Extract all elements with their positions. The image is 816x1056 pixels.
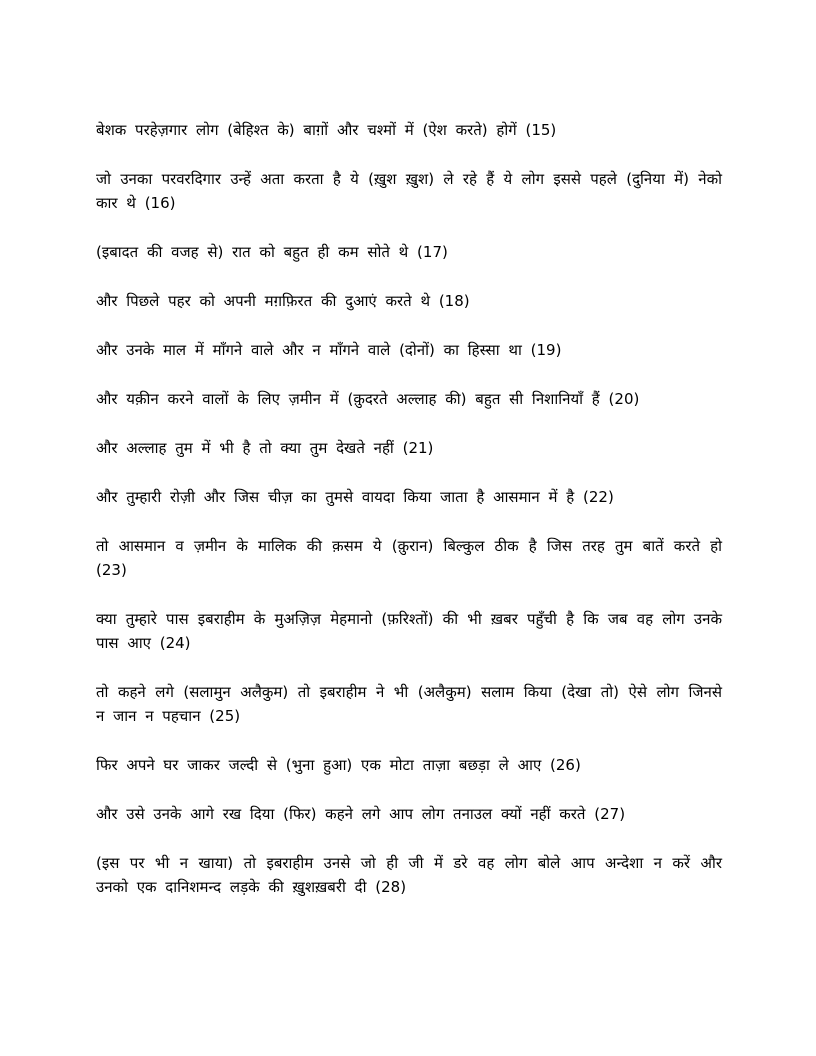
- verse-24: [96, 607, 722, 655]
- verse-text: (इस पर भी न खाया) तो इबराहीम उनसे जो ही जी में डरे वह लोग बोले आप अन्देशा न करें और उनको एक दानिशमन्द लड़के की ख़ुशख़बरी दी: [96, 854, 722, 896]
- verse-number: (27): [594, 805, 626, 823]
- verse-23: [96, 534, 722, 582]
- verse-text: और पिछले पहर को अपनी मग़फ़िरत की दुआएं करते थे: [96, 292, 431, 310]
- verse-number: (23): [96, 561, 127, 579]
- verse-number: (21): [402, 439, 434, 457]
- verse-22: [96, 485, 722, 509]
- verse-text: तो आसमान व ज़मीन के मालिक की क़सम ये (क़ुरान) बिल्कुल ठीक है जिस तरह तुम बातें करते हो: [96, 537, 722, 555]
- verse-text: (इबादत की वजह से) रात को बहुत ही कम सोते थे: [96, 243, 409, 261]
- verse-19: [96, 338, 722, 362]
- verse-18: [96, 289, 722, 313]
- verse-16: [96, 167, 722, 215]
- verse-text: बेशक परहेज़गार लोग (बेहिश्त के) बाग़ों और चश्मों में (ऐश करते) होगें: [96, 121, 517, 139]
- verse-number: (24): [159, 634, 191, 652]
- verse-text: फिर अपने घर जाकर जल्दी से (भुना हुआ) एक मोटा ताज़ा बछड़ा ले आए: [96, 756, 542, 774]
- verse-text: और तुम्हारी रोज़ी और जिस चीज़ का तुमसे वायदा किया जाता है आसमान में है: [96, 488, 575, 506]
- verse-25: [96, 680, 722, 728]
- verse-27: [96, 802, 722, 826]
- verse-21: [96, 436, 722, 460]
- verse-text: और उसे उनके आगे रख दिया (फिर) कहने लगे आप लोग तनाउल क्यों नहीं करते: [96, 805, 586, 823]
- verse-text: और अल्लाह तुम में भी है तो क्या तुम देखते नहीं: [96, 439, 394, 457]
- verse-number: (17): [417, 243, 448, 261]
- verse-list: [96, 118, 722, 924]
- verse-28: [96, 851, 722, 899]
- verse-20: [96, 387, 722, 411]
- verse-number: (19): [530, 341, 562, 359]
- verse-number: (22): [583, 488, 614, 506]
- verse-text: और उनके माल में माँगने वाले और न माँगने वाले (दोनों) का हिस्सा था: [96, 341, 522, 359]
- verse-15: [96, 118, 722, 142]
- verse-number: (15): [525, 121, 557, 139]
- verse-number: (18): [438, 292, 470, 310]
- verse-text: क्या तुम्हारे पास इबराहीम के मुअज़िज़ मेहमानो (फ़रिश्तों) की भी ख़बर पहुँची है कि जब वह लोग उनके पास आए: [96, 610, 722, 652]
- verse-text: तो कहने लगे (सलामुन अलैकुम) तो इबराहीम ने भी (अलैकुम) सलाम किया (देखा तो) ऐसे लोग जिनसे न जान न पहचान: [96, 683, 722, 725]
- verse-number: (20): [608, 390, 640, 408]
- verse-number: (26): [550, 756, 581, 774]
- verse-number: (25): [209, 707, 241, 725]
- verse-text: जो उनका परवरदिगार उन्हें अता करता है ये (ख़ुश ख़ुश) ले रहे हैं ये लोग इससे पहले (दुनिया में) नेको कार थे: [96, 170, 722, 212]
- verse-26: [96, 753, 722, 777]
- verse-number: (28): [375, 878, 407, 896]
- verse-17: [96, 240, 722, 264]
- verse-text: और यक़ीन करने वालों के लिए ज़मीन में (क़ुदरते अल्लाह की) बहुत सी निशानियाँ हैं: [96, 390, 600, 408]
- verse-number: (16): [144, 194, 176, 212]
